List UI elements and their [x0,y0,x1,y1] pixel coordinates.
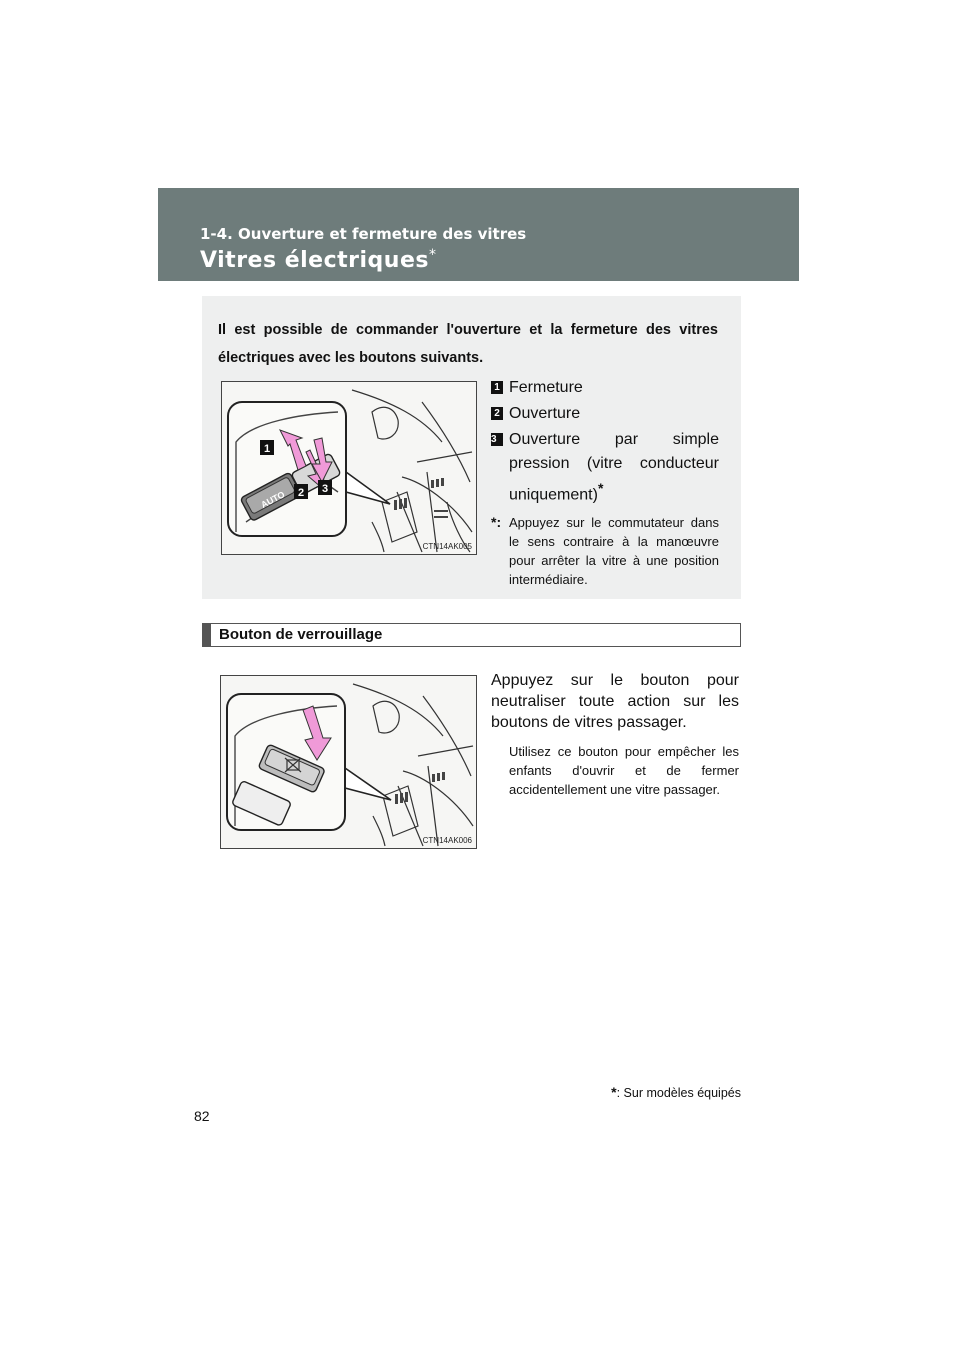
heading-accent [203,624,211,646]
window-switch-drawing [222,382,476,554]
lock-description: Appuyez sur le bouton pour neutraliser toute action sur les boutons de vitres passager. [491,672,739,731]
equipment-text: : Sur modèles équipés [616,1086,741,1100]
legend-label: Fermeture [509,379,583,396]
legend-item [491,428,719,507]
intro-box [202,296,741,599]
window-switch-illustration [221,381,477,555]
equipment-asterisk: * [611,1084,617,1100]
legend-item [491,402,719,426]
button-legend [491,376,719,589]
auto-label: AUTO [259,489,287,510]
legend-label: Ouverture par simple pression (vitre conducteur uniquement) [509,431,719,504]
callout-2: 2 [298,487,305,499]
title-asterisk: * [428,247,437,263]
page-number: 82 [194,1108,210,1124]
legend-asterisk: * [597,480,604,496]
footnote-mark: *: [491,514,502,531]
section-header [158,188,799,281]
lock-button-drawing [221,676,476,848]
page-title [200,247,436,273]
callout-1: 1 [264,443,271,455]
footnote-text: Appuyez sur le commutateur dans le sens contraire à la manœuvre pour arrêter la vitre à une position intermédiaire. [509,515,719,588]
section-label: 1-4. Ouverture et fermeture des vitres [200,225,527,243]
equipment-note [611,1084,741,1100]
figure-code: CTN14AK006 [422,836,472,845]
page-title-text: Vitres électriques [200,248,429,273]
intro-text: Il est possible de commander l'ouverture et la fermeture des vitres électriques avec les boutons suivants. [218,322,718,366]
legend-number: 2 [491,407,503,420]
legend-item [491,376,719,400]
legend-label: Ouverture [509,405,581,422]
callout-3: 3 [322,483,329,495]
footnote [491,513,719,589]
lock-note: Utilisez ce bouton pour empêcher les enfants d'ouvrir et de fermer accidentellement une vitre passager. [509,744,739,797]
subsection-title: Bouton de verrouillage [219,626,383,643]
legend-number: 1 [491,381,503,394]
lock-button-illustration [220,675,477,849]
legend-number: 3 [491,433,503,446]
subsection-heading [202,623,741,647]
figure-code: CTN14AK005 [422,542,472,551]
